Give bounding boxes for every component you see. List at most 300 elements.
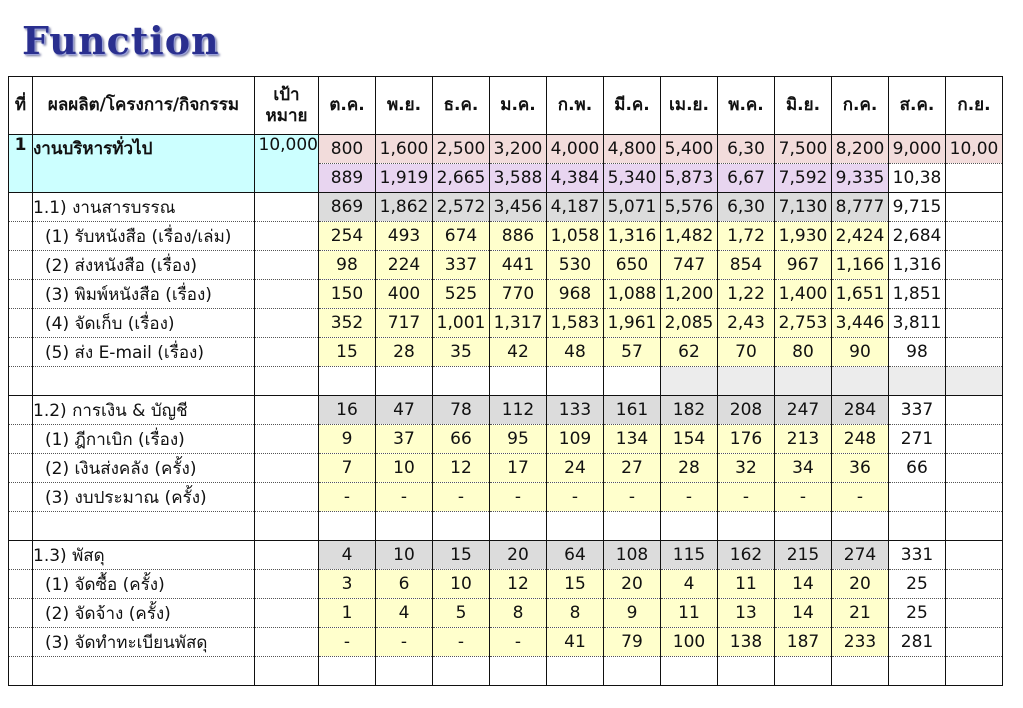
value-cell: 57 bbox=[604, 338, 661, 367]
value-cell: 66 bbox=[889, 454, 946, 483]
value-cell: 1,166 bbox=[832, 251, 889, 280]
value-cell bbox=[376, 657, 433, 686]
plan-cell: 9,000 bbox=[889, 135, 946, 164]
value-cell: 254 bbox=[319, 222, 376, 251]
actual-cell: 1,919 bbox=[376, 164, 433, 193]
value-cell: 1,651 bbox=[832, 280, 889, 309]
value-cell bbox=[718, 657, 775, 686]
value-cell bbox=[718, 512, 775, 541]
value-cell: 10 bbox=[376, 541, 433, 570]
value-cell bbox=[661, 367, 718, 396]
value-cell: 80 bbox=[775, 338, 832, 367]
header-month: ม.ค. bbox=[490, 77, 547, 135]
section-label: งานบริหารทั่วไป bbox=[33, 135, 255, 193]
value-cell bbox=[946, 483, 1003, 512]
value-cell: 15 bbox=[319, 338, 376, 367]
table-row bbox=[9, 454, 1003, 483]
value-cell: 650 bbox=[604, 251, 661, 280]
value-cell: 11 bbox=[718, 570, 775, 599]
value-cell: - bbox=[319, 628, 376, 657]
value-cell bbox=[946, 251, 1003, 280]
function-table bbox=[8, 76, 1003, 686]
value-cell: 16 bbox=[319, 396, 376, 425]
value-cell: 28 bbox=[661, 454, 718, 483]
value-cell bbox=[946, 657, 1003, 686]
row-number bbox=[9, 193, 33, 222]
value-cell: 2,085 bbox=[661, 309, 718, 338]
value-cell: 5,071 bbox=[604, 193, 661, 222]
row-label: (3) พิมพ์หนังสือ (เรื่อง) bbox=[33, 280, 255, 309]
row-target bbox=[255, 454, 319, 483]
value-cell: 1,22 bbox=[718, 280, 775, 309]
value-cell: 95 bbox=[490, 425, 547, 454]
row-label: (3) งบประมาณ (ครั้ง) bbox=[33, 483, 255, 512]
value-cell: 2,43 bbox=[718, 309, 775, 338]
value-cell: 493 bbox=[376, 222, 433, 251]
value-cell: 400 bbox=[376, 280, 433, 309]
value-cell: 4 bbox=[661, 570, 718, 599]
plan-cell: 6,30 bbox=[718, 135, 775, 164]
value-cell: 9,715 bbox=[889, 193, 946, 222]
actual-cell: 7,592 bbox=[775, 164, 832, 193]
value-cell: 98 bbox=[319, 251, 376, 280]
value-cell: 5 bbox=[433, 599, 490, 628]
value-cell: 1,400 bbox=[775, 280, 832, 309]
actual-cell: 889 bbox=[319, 164, 376, 193]
row-label: (1) รับหนังสือ (เรื่อง/เล่ม) bbox=[33, 222, 255, 251]
row-target bbox=[255, 309, 319, 338]
header-target: เป้าหมาย bbox=[255, 77, 319, 135]
section-target: 10,000 bbox=[255, 135, 319, 193]
row-label: (5) ส่ง E-mail (เรื่อง) bbox=[33, 338, 255, 367]
row-target bbox=[255, 570, 319, 599]
header-month: มี.ค. bbox=[604, 77, 661, 135]
value-cell: 34 bbox=[775, 454, 832, 483]
value-cell: 1,001 bbox=[433, 309, 490, 338]
value-cell: 9 bbox=[604, 599, 661, 628]
value-cell bbox=[832, 657, 889, 686]
value-cell bbox=[946, 193, 1003, 222]
value-cell: 281 bbox=[889, 628, 946, 657]
value-cell bbox=[946, 280, 1003, 309]
value-cell: - bbox=[775, 483, 832, 512]
row-target bbox=[255, 251, 319, 280]
value-cell: 8 bbox=[490, 599, 547, 628]
table-row bbox=[9, 338, 1003, 367]
value-cell bbox=[946, 338, 1003, 367]
value-cell bbox=[490, 657, 547, 686]
value-cell: 176 bbox=[718, 425, 775, 454]
value-cell: 108 bbox=[604, 541, 661, 570]
value-cell bbox=[775, 367, 832, 396]
value-cell: 337 bbox=[889, 396, 946, 425]
row-number bbox=[9, 454, 33, 483]
value-cell: 1,200 bbox=[661, 280, 718, 309]
value-cell: 14 bbox=[775, 599, 832, 628]
value-cell: 1,583 bbox=[547, 309, 604, 338]
row-target bbox=[255, 193, 319, 222]
value-cell: 2,424 bbox=[832, 222, 889, 251]
row-label: 1.3) พัสดุ bbox=[33, 541, 255, 570]
value-cell: 1,862 bbox=[376, 193, 433, 222]
value-cell: 138 bbox=[718, 628, 775, 657]
value-cell: 3 bbox=[319, 570, 376, 599]
value-cell bbox=[319, 367, 376, 396]
value-cell: 32 bbox=[718, 454, 775, 483]
value-cell: - bbox=[490, 483, 547, 512]
value-cell: 770 bbox=[490, 280, 547, 309]
row-number bbox=[9, 251, 33, 280]
row-target bbox=[255, 483, 319, 512]
actual-cell: 4,384 bbox=[547, 164, 604, 193]
value-cell: 530 bbox=[547, 251, 604, 280]
plan-cell: 8,200 bbox=[832, 135, 889, 164]
value-cell bbox=[376, 367, 433, 396]
row-label: (2) เงินส่งคลัง (ครั้ง) bbox=[33, 454, 255, 483]
header-month: เม.ย. bbox=[661, 77, 718, 135]
value-cell: 48 bbox=[547, 338, 604, 367]
value-cell bbox=[946, 599, 1003, 628]
row-target bbox=[255, 599, 319, 628]
table-row bbox=[9, 309, 1003, 338]
value-cell: 967 bbox=[775, 251, 832, 280]
value-cell bbox=[946, 309, 1003, 338]
section-number: 1 bbox=[9, 135, 33, 193]
actual-cell: 10,38 bbox=[889, 164, 946, 193]
actual-cell bbox=[946, 164, 1003, 193]
plan-cell: 2,500 bbox=[433, 135, 490, 164]
actual-cell: 5,873 bbox=[661, 164, 718, 193]
table-row bbox=[9, 251, 1003, 280]
row-target bbox=[255, 222, 319, 251]
value-cell: 28 bbox=[376, 338, 433, 367]
row-target bbox=[255, 425, 319, 454]
value-cell: 7 bbox=[319, 454, 376, 483]
value-cell bbox=[946, 367, 1003, 396]
value-cell: 224 bbox=[376, 251, 433, 280]
row-label: (1) ฎีกาเบิก (เรื่อง) bbox=[33, 425, 255, 454]
header-row bbox=[9, 77, 1003, 135]
header-month: ธ.ค. bbox=[433, 77, 490, 135]
row-number bbox=[9, 309, 33, 338]
value-cell: 161 bbox=[604, 396, 661, 425]
value-cell: 1,316 bbox=[604, 222, 661, 251]
value-cell: 98 bbox=[889, 338, 946, 367]
value-cell: 213 bbox=[775, 425, 832, 454]
value-cell bbox=[490, 512, 547, 541]
table-row bbox=[9, 570, 1003, 599]
table-row bbox=[9, 541, 1003, 570]
actual-cell: 2,665 bbox=[433, 164, 490, 193]
value-cell: 20 bbox=[490, 541, 547, 570]
value-cell: 109 bbox=[547, 425, 604, 454]
value-cell: 25 bbox=[889, 599, 946, 628]
value-cell bbox=[946, 454, 1003, 483]
value-cell: 20 bbox=[832, 570, 889, 599]
value-cell: - bbox=[433, 628, 490, 657]
plan-cell: 4,800 bbox=[604, 135, 661, 164]
value-cell bbox=[604, 367, 661, 396]
value-cell: 112 bbox=[490, 396, 547, 425]
value-cell: 1,316 bbox=[889, 251, 946, 280]
row-number bbox=[9, 222, 33, 251]
value-cell: 154 bbox=[661, 425, 718, 454]
value-cell bbox=[889, 483, 946, 512]
value-cell bbox=[433, 512, 490, 541]
value-cell: 182 bbox=[661, 396, 718, 425]
value-cell: 1,930 bbox=[775, 222, 832, 251]
value-cell: 2,572 bbox=[433, 193, 490, 222]
value-cell: - bbox=[376, 628, 433, 657]
value-cell: 717 bbox=[376, 309, 433, 338]
row-target bbox=[255, 338, 319, 367]
row-number bbox=[9, 280, 33, 309]
value-cell bbox=[946, 570, 1003, 599]
value-cell: 36 bbox=[832, 454, 889, 483]
value-cell bbox=[433, 657, 490, 686]
value-cell bbox=[661, 657, 718, 686]
value-cell: 10 bbox=[433, 570, 490, 599]
table-row bbox=[9, 425, 1003, 454]
value-cell: 8,777 bbox=[832, 193, 889, 222]
plan-cell: 4,000 bbox=[547, 135, 604, 164]
value-cell: 24 bbox=[547, 454, 604, 483]
row-target bbox=[255, 396, 319, 425]
section-plan-row bbox=[9, 135, 1003, 164]
value-cell: 968 bbox=[547, 280, 604, 309]
row-label: (3) จัดทำทะเบียนพัสดุ bbox=[33, 628, 255, 657]
value-cell: 20 bbox=[604, 570, 661, 599]
value-cell: 6 bbox=[376, 570, 433, 599]
table-row bbox=[9, 396, 1003, 425]
row-label: 1.2) การเงิน & บัญชี bbox=[33, 396, 255, 425]
row-label bbox=[33, 657, 255, 686]
value-cell: - bbox=[661, 483, 718, 512]
value-cell: 21 bbox=[832, 599, 889, 628]
value-cell bbox=[547, 512, 604, 541]
row-number bbox=[9, 599, 33, 628]
actual-cell: 6,67 bbox=[718, 164, 775, 193]
value-cell: 233 bbox=[832, 628, 889, 657]
row-number bbox=[9, 541, 33, 570]
row-number bbox=[9, 570, 33, 599]
value-cell bbox=[946, 425, 1003, 454]
value-cell: 25 bbox=[889, 570, 946, 599]
value-cell: 6,30 bbox=[718, 193, 775, 222]
row-label: (2) จัดจ้าง (ครั้ง) bbox=[33, 599, 255, 628]
value-cell: 10 bbox=[376, 454, 433, 483]
value-cell: 869 bbox=[319, 193, 376, 222]
value-cell bbox=[319, 657, 376, 686]
value-cell: 5,576 bbox=[661, 193, 718, 222]
value-cell: 1,961 bbox=[604, 309, 661, 338]
value-cell: 284 bbox=[832, 396, 889, 425]
value-cell: 3,456 bbox=[490, 193, 547, 222]
value-cell: 70 bbox=[718, 338, 775, 367]
value-cell: 3,811 bbox=[889, 309, 946, 338]
value-cell: - bbox=[433, 483, 490, 512]
value-cell: 4 bbox=[319, 541, 376, 570]
value-cell: 1,088 bbox=[604, 280, 661, 309]
value-cell bbox=[946, 222, 1003, 251]
row-target bbox=[255, 367, 319, 396]
row-number bbox=[9, 628, 33, 657]
page-title: Function bbox=[22, 18, 220, 63]
value-cell: 11 bbox=[661, 599, 718, 628]
value-cell: 62 bbox=[661, 338, 718, 367]
plan-cell: 10,00 bbox=[946, 135, 1003, 164]
value-cell: 8 bbox=[547, 599, 604, 628]
header-month: มิ.ย. bbox=[775, 77, 832, 135]
row-number bbox=[9, 338, 33, 367]
value-cell: 352 bbox=[319, 309, 376, 338]
value-cell: 3,446 bbox=[832, 309, 889, 338]
value-cell: - bbox=[376, 483, 433, 512]
value-cell: 150 bbox=[319, 280, 376, 309]
value-cell: - bbox=[604, 483, 661, 512]
value-cell: 248 bbox=[832, 425, 889, 454]
value-cell bbox=[946, 512, 1003, 541]
row-target bbox=[255, 628, 319, 657]
value-cell: 271 bbox=[889, 425, 946, 454]
value-cell bbox=[376, 512, 433, 541]
row-target bbox=[255, 657, 319, 686]
actual-cell: 3,588 bbox=[490, 164, 547, 193]
value-cell: 674 bbox=[433, 222, 490, 251]
value-cell: 247 bbox=[775, 396, 832, 425]
value-cell: - bbox=[319, 483, 376, 512]
row-label bbox=[33, 367, 255, 396]
value-cell bbox=[946, 541, 1003, 570]
plan-cell: 800 bbox=[319, 135, 376, 164]
value-cell: 7,130 bbox=[775, 193, 832, 222]
value-cell: 2,684 bbox=[889, 222, 946, 251]
row-number bbox=[9, 396, 33, 425]
header-item: ผลผลิต/โครงการ/กิจกรรม bbox=[33, 77, 255, 135]
row-label bbox=[33, 512, 255, 541]
value-cell bbox=[547, 657, 604, 686]
value-cell: 12 bbox=[490, 570, 547, 599]
value-cell: 4,187 bbox=[547, 193, 604, 222]
value-cell bbox=[718, 367, 775, 396]
value-cell: 27 bbox=[604, 454, 661, 483]
value-cell: 64 bbox=[547, 541, 604, 570]
header-month: ก.พ. bbox=[547, 77, 604, 135]
value-cell: 162 bbox=[718, 541, 775, 570]
header-month: พ.ค. bbox=[718, 77, 775, 135]
value-cell: 79 bbox=[604, 628, 661, 657]
row-label: (2) ส่งหนังสือ (เรื่อง) bbox=[33, 251, 255, 280]
plan-cell: 3,200 bbox=[490, 135, 547, 164]
blank-row bbox=[9, 512, 1003, 541]
value-cell: - bbox=[718, 483, 775, 512]
value-cell bbox=[946, 628, 1003, 657]
value-cell bbox=[490, 367, 547, 396]
value-cell bbox=[604, 512, 661, 541]
value-cell: 35 bbox=[433, 338, 490, 367]
plan-cell: 1,600 bbox=[376, 135, 433, 164]
value-cell: 134 bbox=[604, 425, 661, 454]
value-cell: 854 bbox=[718, 251, 775, 280]
value-cell: 17 bbox=[490, 454, 547, 483]
value-cell bbox=[604, 657, 661, 686]
value-cell bbox=[889, 367, 946, 396]
table-row bbox=[9, 222, 1003, 251]
row-label: 1.1) งานสารบรรณ bbox=[33, 193, 255, 222]
value-cell: 41 bbox=[547, 628, 604, 657]
row-label: (1) จัดซื้อ (ครั้ง) bbox=[33, 570, 255, 599]
row-number bbox=[9, 512, 33, 541]
value-cell: 15 bbox=[433, 541, 490, 570]
row-number bbox=[9, 657, 33, 686]
row-number bbox=[9, 425, 33, 454]
value-cell: 1,72 bbox=[718, 222, 775, 251]
value-cell: 37 bbox=[376, 425, 433, 454]
header-month: ก.ค. bbox=[832, 77, 889, 135]
value-cell: 187 bbox=[775, 628, 832, 657]
row-target bbox=[255, 512, 319, 541]
value-cell bbox=[775, 512, 832, 541]
table-row bbox=[9, 628, 1003, 657]
value-cell: - bbox=[832, 483, 889, 512]
value-cell: 90 bbox=[832, 338, 889, 367]
row-target bbox=[255, 541, 319, 570]
value-cell: 4 bbox=[376, 599, 433, 628]
value-cell: 331 bbox=[889, 541, 946, 570]
value-cell: 747 bbox=[661, 251, 718, 280]
value-cell bbox=[889, 657, 946, 686]
value-cell: 441 bbox=[490, 251, 547, 280]
value-cell bbox=[832, 367, 889, 396]
value-cell bbox=[547, 367, 604, 396]
blank-row bbox=[9, 367, 1003, 396]
value-cell: 886 bbox=[490, 222, 547, 251]
value-cell: 1,851 bbox=[889, 280, 946, 309]
value-cell bbox=[889, 512, 946, 541]
value-cell bbox=[433, 367, 490, 396]
row-target bbox=[255, 280, 319, 309]
row-number bbox=[9, 367, 33, 396]
header-month: ส.ค. bbox=[889, 77, 946, 135]
value-cell bbox=[661, 512, 718, 541]
table-row bbox=[9, 483, 1003, 512]
value-cell: 66 bbox=[433, 425, 490, 454]
value-cell: 47 bbox=[376, 396, 433, 425]
value-cell: 1,482 bbox=[661, 222, 718, 251]
value-cell: 133 bbox=[547, 396, 604, 425]
actual-cell: 5,340 bbox=[604, 164, 661, 193]
value-cell: 14 bbox=[775, 570, 832, 599]
row-label: (4) จัดเก็บ (เรื่อง) bbox=[33, 309, 255, 338]
value-cell: 78 bbox=[433, 396, 490, 425]
value-cell: 115 bbox=[661, 541, 718, 570]
plan-cell: 5,400 bbox=[661, 135, 718, 164]
value-cell bbox=[775, 657, 832, 686]
value-cell: 100 bbox=[661, 628, 718, 657]
value-cell: 1,317 bbox=[490, 309, 547, 338]
table-row bbox=[9, 280, 1003, 309]
header-month: ต.ค. bbox=[319, 77, 376, 135]
value-cell: 42 bbox=[490, 338, 547, 367]
row-number bbox=[9, 483, 33, 512]
actual-cell: 9,335 bbox=[832, 164, 889, 193]
value-cell bbox=[946, 396, 1003, 425]
plan-cell: 7,500 bbox=[775, 135, 832, 164]
value-cell: 1 bbox=[319, 599, 376, 628]
value-cell bbox=[832, 512, 889, 541]
header-month: พ.ย. bbox=[376, 77, 433, 135]
blank-row bbox=[9, 657, 1003, 686]
